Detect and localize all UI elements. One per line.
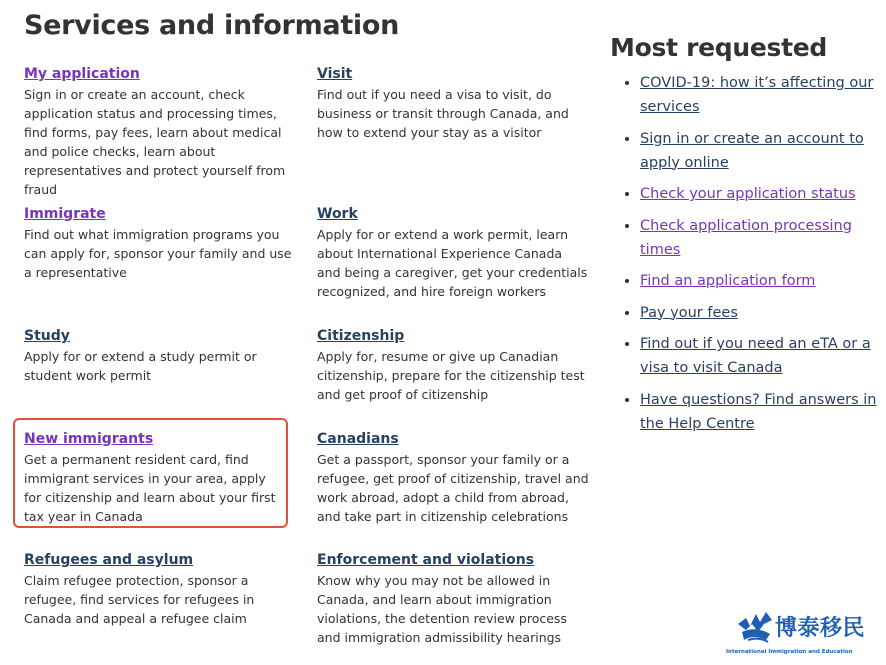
service-link-citizenship[interactable]: Citizenship (317, 328, 405, 344)
service-link-new-immigrants[interactable]: New immigrants (24, 431, 154, 447)
most-requested-link-eta-visa[interactable]: Find out if you need an eTA or a visa to visit Canada (640, 336, 871, 376)
service-link-enforcement-and-violations[interactable]: Enforcement and violations (317, 552, 535, 568)
service-enforcement-and-violations (317, 551, 589, 647)
page-title: Services and information (24, 10, 400, 41)
service-description: Apply for, resume or give up Canadian citizenship, prepare for the citizenship test and get proof of citizenship (317, 349, 585, 402)
most-requested-link-find-form[interactable]: Find an application form (640, 273, 816, 289)
service-immigrate (24, 205, 296, 282)
most-requested-link-check-status[interactable]: Check your application status (640, 186, 856, 202)
service-study (24, 327, 296, 385)
watermark-logo (726, 608, 876, 658)
service-link-work[interactable]: Work (317, 206, 358, 222)
service-link-canadians[interactable]: Canadians (317, 431, 399, 447)
most-requested-item (640, 388, 886, 436)
service-visit (317, 65, 589, 142)
service-description: Get a passport, sponsor your family or a refugee, get proof of citizenship, travel and work abroad, adopt a child from abroad, and take part in citizenship celebrations (317, 452, 589, 524)
watermark-name: 博泰移民 (775, 616, 866, 641)
most-requested-item (640, 332, 886, 380)
most-requested-list (622, 71, 886, 443)
service-description: Get a permanent resident card, find immigrant services in your area, apply for citizenship and learn about your first tax year in Canada (24, 452, 276, 524)
service-link-refugees-and-asylum[interactable]: Refugees and asylum (24, 552, 194, 568)
most-requested-item (640, 127, 886, 175)
most-requested-link-help-centre[interactable]: Have questions? Find answers in the Help Centre (640, 391, 877, 432)
most-requested-item (640, 214, 886, 262)
most-requested-item (640, 301, 886, 325)
service-link-my-application[interactable]: My application (24, 66, 140, 82)
service-description: Sign in or create an account, check application status and processing times, find forms, pay fees, learn about medical and police checks, learn about representatives and protect yourself from fraud (24, 87, 286, 197)
most-requested-item (640, 182, 886, 206)
service-description: Know why you may not be allowed in Canada, and learn about immigration violations, the detention review process and immigration admissibility hearings (317, 573, 567, 645)
service-work (317, 205, 589, 301)
most-requested-title: Most requested (610, 33, 828, 62)
most-requested-link-pay-fees[interactable]: Pay your fees (640, 304, 738, 321)
service-description: Apply for or extend a study permit or student work permit (24, 349, 257, 383)
most-requested-item (640, 71, 886, 119)
service-my-application (24, 65, 296, 199)
most-requested-link-covid[interactable]: COVID-19: how it’s affecting our services (640, 75, 874, 115)
service-description: Find out if you need a visa to visit, do business or transit through Canada, and how to extend your stay as a visitor (317, 87, 569, 140)
service-description: Apply for or extend a work permit, learn about International Experience Canada and being a caregiver, get your credentials recognized, and hire foreign workers (317, 227, 588, 299)
service-refugees-and-asylum (24, 551, 296, 628)
service-description: Find out what immigration programs you can apply for, sponsor your family and use a representative (24, 227, 292, 280)
service-citizenship (317, 327, 589, 404)
most-requested-link-sign-in[interactable]: Sign in or create an account to apply online (640, 130, 864, 171)
service-link-visit[interactable]: Visit (317, 66, 353, 82)
service-new-immigrants (24, 430, 286, 526)
most-requested-item (640, 269, 886, 293)
most-requested-link-processing-times[interactable]: Check application processing times (640, 217, 852, 258)
service-description: Claim refugee protection, sponsor a refugee, find services for refugees in Canada and appeal a refugee claim (24, 573, 255, 626)
watermark-subtitle: International Immigration and Education (726, 649, 853, 655)
service-link-study[interactable]: Study (24, 328, 70, 344)
service-canadians (317, 430, 589, 526)
logo-mark-icon (736, 610, 774, 646)
service-link-immigrate[interactable]: Immigrate (24, 206, 106, 222)
